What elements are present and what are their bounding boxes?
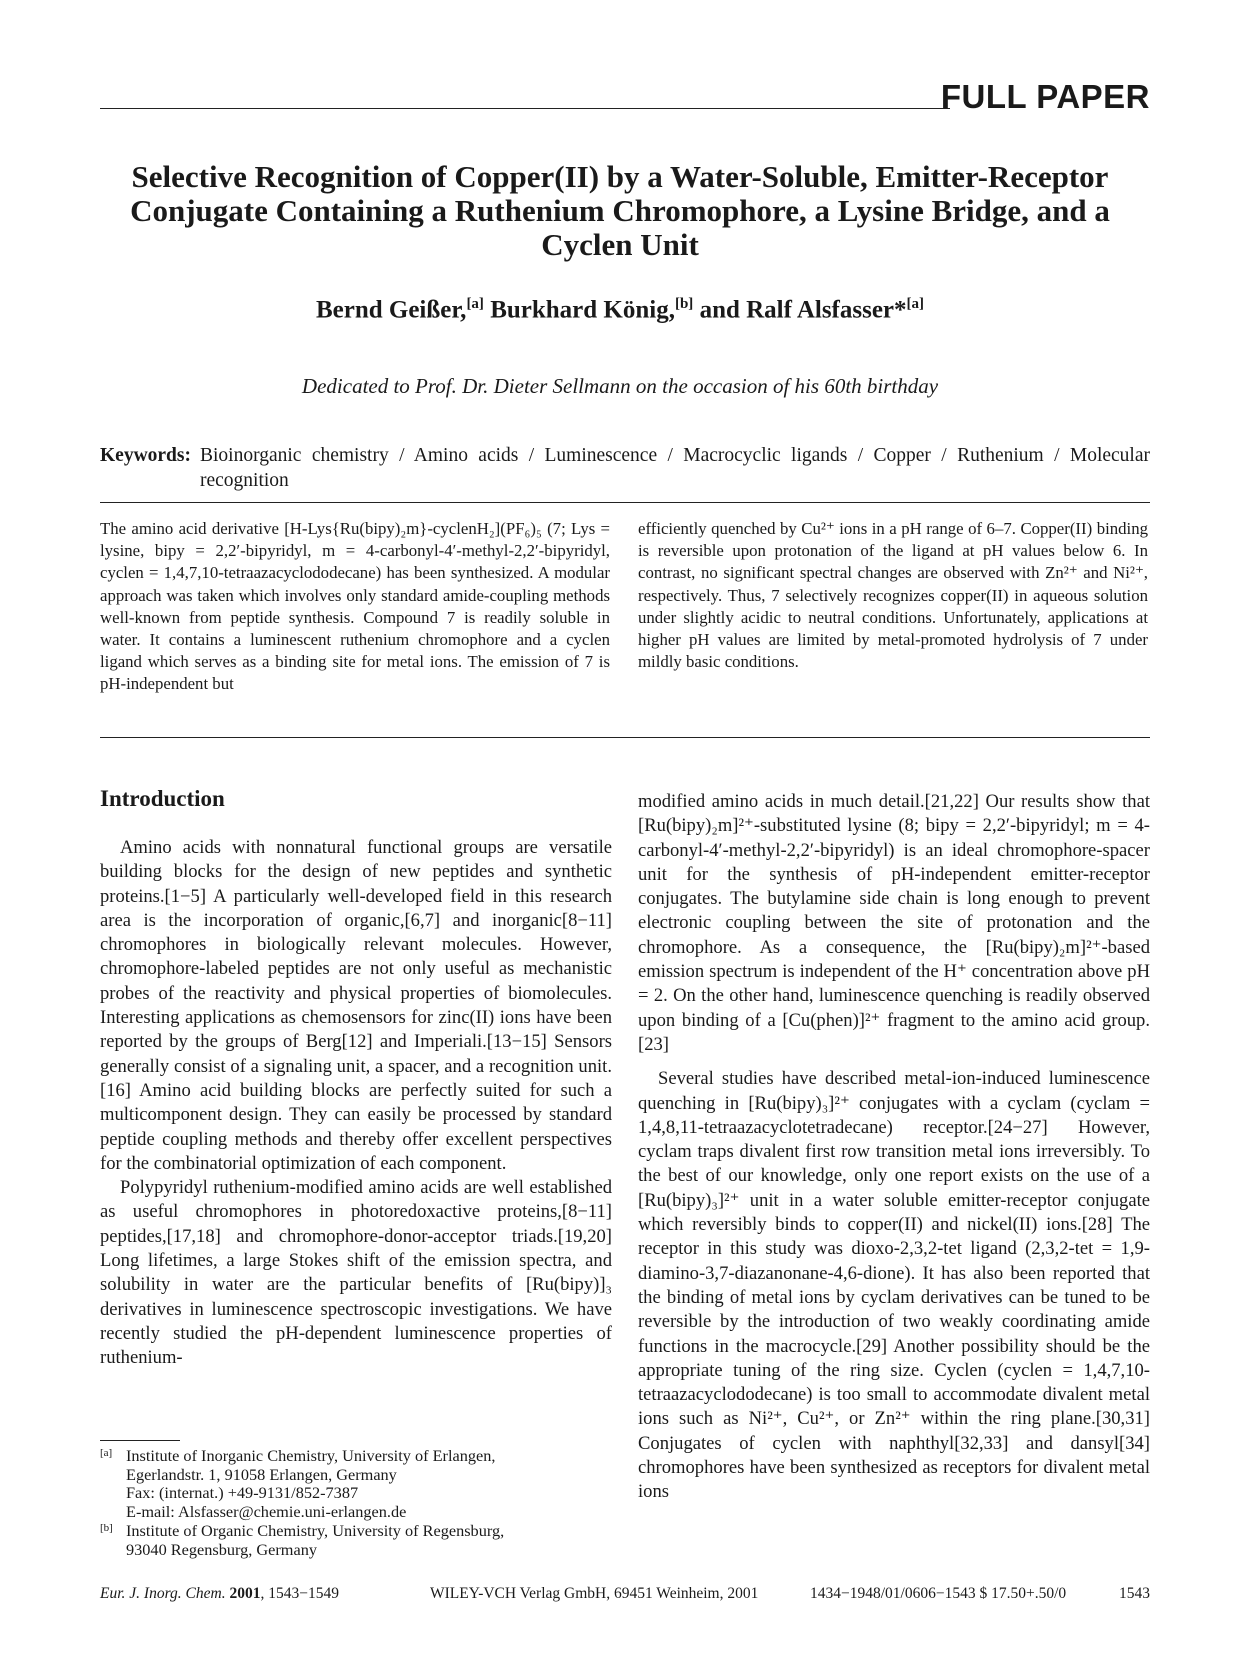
footer-citation <box>100 1585 339 1603</box>
header-rule <box>100 108 950 109</box>
page-number: 1543 <box>1119 1585 1150 1602</box>
abstract-right-column: efficiently quenched by Cu²⁺ ions in a pH range of 6–7. Copper(II) binding is reversible upon protonation of the ligand at pH values below 6. In contrast, no significant spectral changes are observed with Zn²⁺ and Ni²⁺, respectively. Thus, 7 selectively recognizes copper(II) in aqueous solution under slightly acidic to neutral conditions. Unfortunately, applications at higher pH values are limited by metal-promoted hydrolysis of 7 under mildly basic conditions. <box>638 519 1148 672</box>
abstract-bottom-rule <box>100 737 1150 738</box>
author-name: Burkhard König, <box>490 296 675 324</box>
dedication: Dedicated to Prof. Dr. Dieter Sellmann on the occasion of his 60th birthday <box>301 374 939 398</box>
footnote-line: Institute of Inorganic Chemistry, University of Erlangen, <box>126 1446 496 1465</box>
keywords-block <box>100 443 1150 493</box>
footnote-line: Institute of Organic Chemistry, University of Regensburg, <box>126 1520 505 1540</box>
section-label: FULL PAPER <box>940 78 1150 115</box>
abstract-top-rule <box>100 502 1150 503</box>
affiliation-footnotes <box>100 1447 620 1559</box>
footnote-email[interactable]: E-mail: Alsfasser@chemie.uni-erlangen.de <box>126 1502 407 1522</box>
body-right-column <box>638 790 1150 1505</box>
footnote <box>100 1522 620 1559</box>
author-affiliation-mark: [a] <box>906 296 925 312</box>
footnote-line: Fax: (internat.) +49-9131/852-7387 <box>126 1483 359 1503</box>
author-affiliation-mark: [a] <box>466 296 484 312</box>
author-list <box>100 296 1140 324</box>
keywords-label: Keywords: <box>100 445 191 466</box>
journal-year: 2001 <box>229 1585 261 1602</box>
body-left-column <box>100 836 612 1371</box>
footer-publisher: WILEY-VCH Verlag GmbH, 69451 Weinheim, 2001 <box>430 1585 759 1602</box>
body-paragraph: modified amino acids in much detail.[21,22] Our results show that [Ru(bipy)₂m]²⁺-substituted lysine (8; bipy = 2,2′-bipyridyl; m = 4-carbonyl-4′-methyl-2,2′-bipyridyl) is an ideal chromophore-spacer unit for the synthesis of pH-independent emitter-receptor conjugates. The butylamine side chain is long enough to prevent electronic coupling between the site of protonation and the chromophore. As a consequence, the [Ru(bipy)₂m]²⁺-based emission spectrum is independent of the H⁺ concentration above pH = 2. On the other hand, luminescence quenching is readily observed upon binding of a [Cu(phen)]²⁺ fragment to the amino acid group.[23] <box>638 791 1150 1055</box>
footnote-mark: [a] <box>100 1447 113 1459</box>
abstract-left-column: The amino acid derivative [H-Lys{Ru(bipy)₂m}-cyclenH₂](PF₆)₅ (7; Lys = lysine, bipy = 2,2′-bipyridyl, m = 4-carbonyl-4′-methyl-2,2′-bipyridyl, cyclen = 1,4,7,10-tetraazacyclododecane) has been synthesized. A modular approach was taken which involves only standard amide-coupling methods well-known from peptide synthesis. Compound 7 is readily soluble in water. It contains a luminescent ruthenium chromophore and a cyclen ligand which serves as a binding site for metal ions. The emission of 7 is pH-independent but <box>100 519 610 694</box>
author-name: Bernd Geißer, <box>315 296 467 324</box>
author-name: and Ralf Alsfasser* <box>699 296 907 324</box>
footnote-line: 93040 Regensburg, Germany <box>126 1539 317 1559</box>
paper-title: Selective Recognition of Copper(II) by a Water-Soluble, Emitter-Receptor Conjugate Containing a Ruthenium Chromophore, a Lysine Bridge, and a Cyclen Unit <box>130 159 1110 262</box>
body-paragraph: Several studies have described metal-ion-induced luminescence quenching in [Ru(bipy)₃]²⁺ conjugates with a cyclam (cyclam = 1,4,8,11-tetraazacyclotetradecane) receptor.[24−27] However, cyclam traps divalent first row transition metal ions irreversibly. To the best of our knowledge, only one report exists on the use of a [Ru(bipy)₃]²⁺ unit in a water soluble emitter-receptor conjugate which reversibly binds to copper(II) and nickel(II) ions.[28] The receptor in this study was dioxo-2,3,2-tet ligand (2,3,2-tet = 1,9-diamino-3,7-diazanonane-4,6-dione). It has also been reported that the binding of metal ions by cyclam derivatives can be tuned to be reversible by the introduction of two weakly coordinating amide functions in the macrocycle.[29] Another possibility should be the appropriate tuning of the ring size. Cyclen (cyclen = 1,4,7,10-tetraazacyclododecane) is too small to accommodate divalent metal ions such as Ni²⁺, Cu²⁺, or Zn²⁺ within the ring plane.[30,31] Conjugates of cyclen with naphthyl[32,33] and dansyl[34] chromophores have been synthesized as receptors for divalent metal ions <box>638 1068 1150 1503</box>
footer-code: 1434−1948/01/0606−1543 $ 17.50+.50/0 <box>810 1585 1067 1602</box>
journal-pages: , 1543−1549 <box>260 1585 339 1602</box>
body-paragraph: Amino acids with nonnatural functional groups are versatile building blocks for the design of new peptides and synthetic proteins.[1−5] A particularly well-developed field in this research area is the incorporation of organic,[6,7] and inorganic[8−11] chromophores in biologically relevant molecules. However, chromophore-labeled peptides are not only useful as mechanistic probes of the reactivity and physical properties of biomolecules. Interesting applications as chemosensors for zinc(II) ions have been reported by the groups of Berg[12] and Imperiali.[13−15] Sensors generally consist of a signaling unit, a spacer, and a recognition unit.[16] Amino acid building blocks are perfectly suited for such a multicomponent design. They can easily be processed by standard peptide coupling methods and thereby offer excellent perspectives for the combinatorial optimization of each component. <box>100 837 612 1174</box>
introduction-heading: Introduction <box>100 786 225 811</box>
author-affiliation-mark: [b] <box>674 296 694 312</box>
body-paragraph: Polypyridyl ruthenium-modified amino acids are well established as useful chromophores in photoredoxactive proteins,[8−11] peptides,[17,18] and chromophore-donor-acceptor triads.[19,20] Long lifetimes, a large Stokes shift of the emission spectra, and solubility in water are the particular benefits of [Ru(bipy)]₃ derivatives in luminescence spectroscopic investigations. We have recently studied the pH-dependent luminescence properties of ruthenium- <box>100 1177 612 1369</box>
footnote <box>100 1447 620 1522</box>
footnote-mark: [b] <box>100 1521 113 1534</box>
footnote-line: Egerlandstr. 1, 91058 Erlangen, Germany <box>126 1464 397 1484</box>
footnote-rule <box>100 1440 180 1441</box>
keywords-text: Bioinorganic chemistry / Amino acids / Luminescence / Macrocyclic ligands / Copper / Ruthenium / Molecular recognition <box>200 445 1150 491</box>
journal-name: Eur. J. Inorg. Chem. <box>100 1585 226 1602</box>
